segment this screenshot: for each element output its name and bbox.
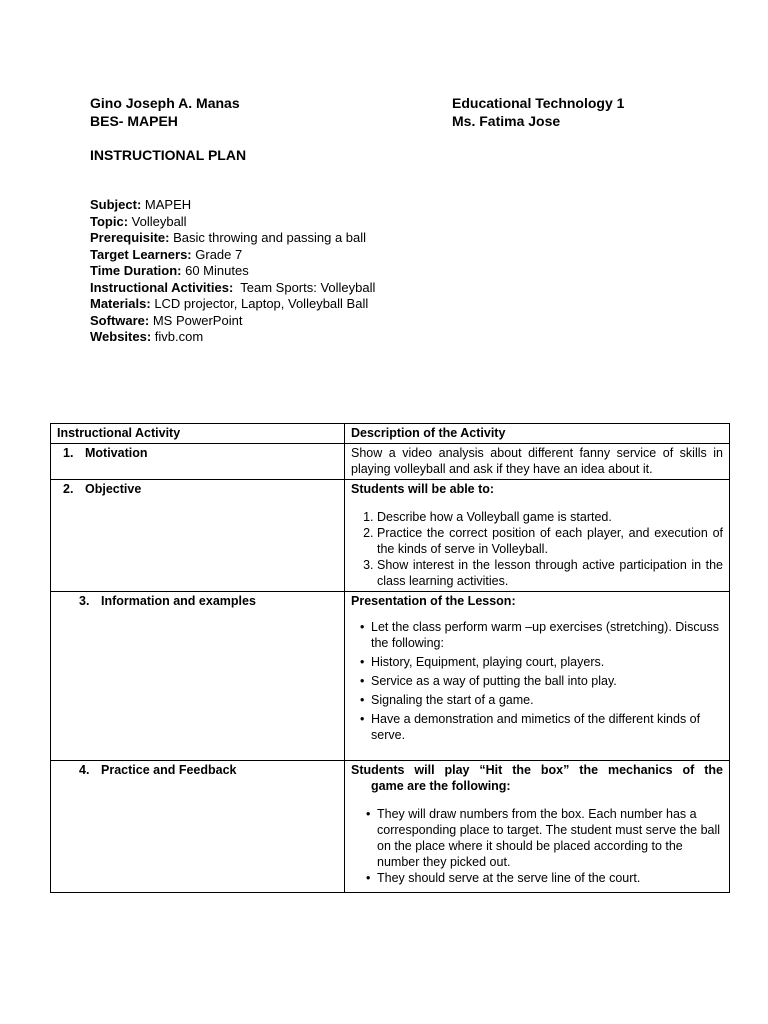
column-header-activity: Instructional Activity <box>51 424 345 444</box>
detail-label: Subject: <box>90 197 142 212</box>
table-header-row <box>51 424 730 444</box>
list-item: • Signaling the start of a game. <box>371 692 723 708</box>
plan-details <box>90 197 375 346</box>
activity-name: Motivation <box>85 446 148 460</box>
list-item: • Service as a way of putting the ball into play. <box>371 673 723 689</box>
list-item: 2. Practice the correct position of each player, and execution of the kinds of serve in Volleyball. <box>377 525 723 557</box>
list-item: 1. Describe how a Volleyball game is started. <box>377 509 723 525</box>
course-block <box>452 94 624 130</box>
detail-value: Basic throwing and passing a ball <box>169 230 367 245</box>
list-item: • Have a demonstration and mimetics of the different kinds of serve. <box>371 711 723 743</box>
detail-label: Time Duration: <box>90 263 182 278</box>
section-heading: Presentation of the Lesson: <box>351 594 516 608</box>
table-row <box>51 761 730 893</box>
detail-value: Volleyball <box>128 213 187 229</box>
detail-topic <box>90 214 375 231</box>
description-cell <box>345 761 730 893</box>
detail-label: Websites: <box>90 329 152 344</box>
course-name: Educational Technology 1 <box>452 95 625 111</box>
detail-value: Grade 7 <box>191 246 243 262</box>
heading-line: game are the following: <box>371 779 511 793</box>
activity-table <box>50 423 730 893</box>
list-item: • Let the class perform warm –up exercises (stretching). Discuss the following: <box>371 619 723 651</box>
activity-number: 2. <box>63 482 74 496</box>
author-block <box>90 94 240 130</box>
game-rules-list <box>351 806 723 886</box>
description-cell <box>345 592 730 761</box>
lesson-list <box>351 619 723 743</box>
detail-time-duration <box>90 263 375 280</box>
table-row <box>51 480 730 592</box>
table-row <box>51 444 730 480</box>
detail-label: Instructional Activities: <box>90 279 234 295</box>
description-cell <box>345 480 730 592</box>
detail-subject <box>90 197 375 214</box>
activity-name: Information and examples <box>101 594 256 608</box>
activity-name: Objective <box>85 482 142 496</box>
activity-cell <box>51 761 345 893</box>
instructor-name: Ms. Fatima Jose <box>452 113 561 129</box>
detail-software <box>90 313 375 330</box>
section-heading: Students will be able to: <box>351 482 495 496</box>
document-title: INSTRUCTIONAL PLAN <box>90 147 247 163</box>
description-cell: Show a video analysis about different fanny service of skills in playing volleyball and ask if they have an idea about it. <box>345 444 730 480</box>
detail-materials <box>90 296 375 313</box>
detail-websites <box>90 329 375 346</box>
heading-line: Students will play “Hit the box” the mechanics of the <box>351 763 723 777</box>
detail-instructional-activities <box>90 280 375 297</box>
student-name: Gino Joseph A. Manas <box>90 95 240 111</box>
detail-label: Topic: <box>90 213 129 229</box>
detail-value: MS PowerPoint <box>149 312 243 328</box>
program: BES- MAPEH <box>90 113 178 129</box>
activity-name: Practice and Feedback <box>101 763 237 777</box>
detail-label: Target Learners: <box>90 246 192 262</box>
detail-label: Prerequisite: <box>90 230 170 245</box>
detail-value: 60 Minutes <box>181 263 249 278</box>
activity-number: 3. <box>79 594 90 608</box>
detail-target-learners <box>90 247 375 264</box>
detail-value: MAPEH <box>141 197 192 212</box>
table-row <box>51 592 730 761</box>
list-item: • They should serve at the serve line of the court. <box>377 870 723 886</box>
list-item: 3. Show interest in the lesson through active participation in the class learning activities. <box>377 557 723 589</box>
activity-cell <box>51 480 345 592</box>
detail-label: Software: <box>90 312 150 328</box>
activity-cell <box>51 444 345 480</box>
section-heading <box>351 762 723 794</box>
detail-label: Materials: <box>90 296 151 311</box>
objective-list <box>351 509 723 589</box>
detail-value: fivb.com <box>151 329 204 344</box>
list-item: • They will draw numbers from the box. Each number has a corresponding place to target. The student must serve the ball on the place where it should be placed according to the number they picked out. <box>377 806 723 870</box>
detail-value: Team Sports: Volleyball <box>233 279 376 295</box>
detail-prerequisite <box>90 230 375 247</box>
list-item: • History, Equipment, playing court, players. <box>371 654 723 670</box>
activity-number: 4. <box>79 763 90 777</box>
activity-cell <box>51 592 345 761</box>
detail-value: LCD projector, Laptop, Volleyball Ball <box>150 296 369 311</box>
column-header-description: Description of the Activity <box>345 424 730 444</box>
activity-number: 1. <box>63 446 74 460</box>
